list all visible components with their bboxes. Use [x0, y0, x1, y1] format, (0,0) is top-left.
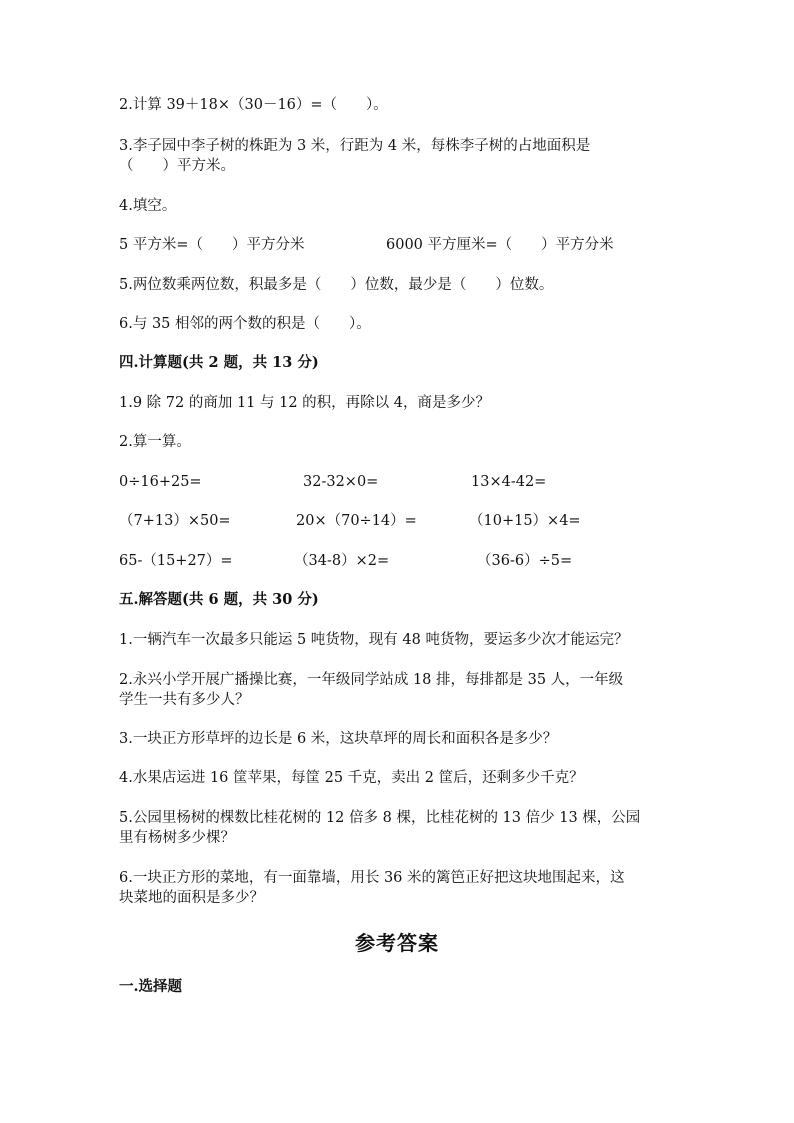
- question-4-2: 2.算一算。: [119, 434, 191, 450]
- question-5-5-line1: 5.公园里杨树的棵数比桂花树的 12 倍多 8 棵，比桂花树的 13 倍少 13 棵，公园: [119, 810, 641, 826]
- question-3-4-b: 6000 平方厘米=（ ）平方分米: [386, 237, 614, 253]
- question-3-3-line1: 3.李子园中李子树的株距为 3 米，行距为 4 米，每株李子树的占地面积是: [119, 138, 591, 154]
- question-5-2-line1: 2.永兴小学开展广播操比赛，一年级同学站成 18 排，每排都是 35 人，一年级: [119, 672, 624, 688]
- calc-cell: 65-（15+27）=: [119, 553, 233, 569]
- calc-cell: （36-6）÷5=: [477, 553, 573, 569]
- question-3-4: 4.填空。: [119, 198, 177, 214]
- section-heading-5: 五.解答题(共 6 题，共 30 分): [119, 591, 319, 608]
- section-heading-4: 四.计算题(共 2 题，共 13 分): [119, 354, 319, 371]
- question-5-2-line2: 学生一共有多少人？: [119, 692, 250, 708]
- calc-cell: 20×（70÷14）=: [296, 513, 417, 529]
- question-5-1: 1.一辆汽车一次最多只能运 5 吨货物，现有 48 吨货物，要运多少次才能运完？: [119, 632, 629, 648]
- question-3-5: 5.两位数乘两位数，积最多是（ ）位数，最少是（ ）位数。: [119, 277, 554, 293]
- question-5-5-line2: 里有杨树多少棵？: [119, 830, 235, 846]
- calc-cell: （7+13）×50=: [119, 513, 231, 529]
- question-4-1: 1.9 除 72 的商加 11 与 12 的积，再除以 4，商是多少？: [119, 395, 491, 411]
- calc-cell: 32-32×0=: [303, 474, 379, 490]
- calc-cell: 13×4-42=: [471, 474, 547, 490]
- calc-cell: （10+15）×4=: [469, 513, 581, 529]
- question-5-6-line1: 6.一块正方形的菜地，有一面靠墙，用长 36 米的篱笆正好把这块地围起来，这: [119, 870, 625, 886]
- question-3-3-line2: （ ）平方米。: [119, 158, 235, 174]
- question-5-6-line2: 块菜地的面积是多少？: [119, 890, 264, 906]
- answers-section-1: 一.选择题: [119, 978, 183, 995]
- calc-cell: （34-8）×2=: [294, 553, 390, 569]
- calc-cell: 0÷16+25=: [119, 474, 202, 490]
- question-3-6: 6.与 35 相邻的两个数的积是（ ）。: [119, 316, 371, 332]
- question-5-4: 4.水果店运进 16 筐苹果，每筐 25 千克，卖出 2 筐后，还剩多少千克？: [119, 770, 584, 786]
- question-5-3: 3.一块正方形草坪的边长是 6 米，这块草坪的周长和面积各是多少？: [119, 731, 558, 747]
- question-3-2: 2.计算 39＋18×（30－16）=（ ）。: [119, 97, 388, 113]
- question-3-4-a: 5 平方米=（ ）平方分米: [119, 237, 305, 253]
- answers-title: 参考答案: [355, 931, 439, 955]
